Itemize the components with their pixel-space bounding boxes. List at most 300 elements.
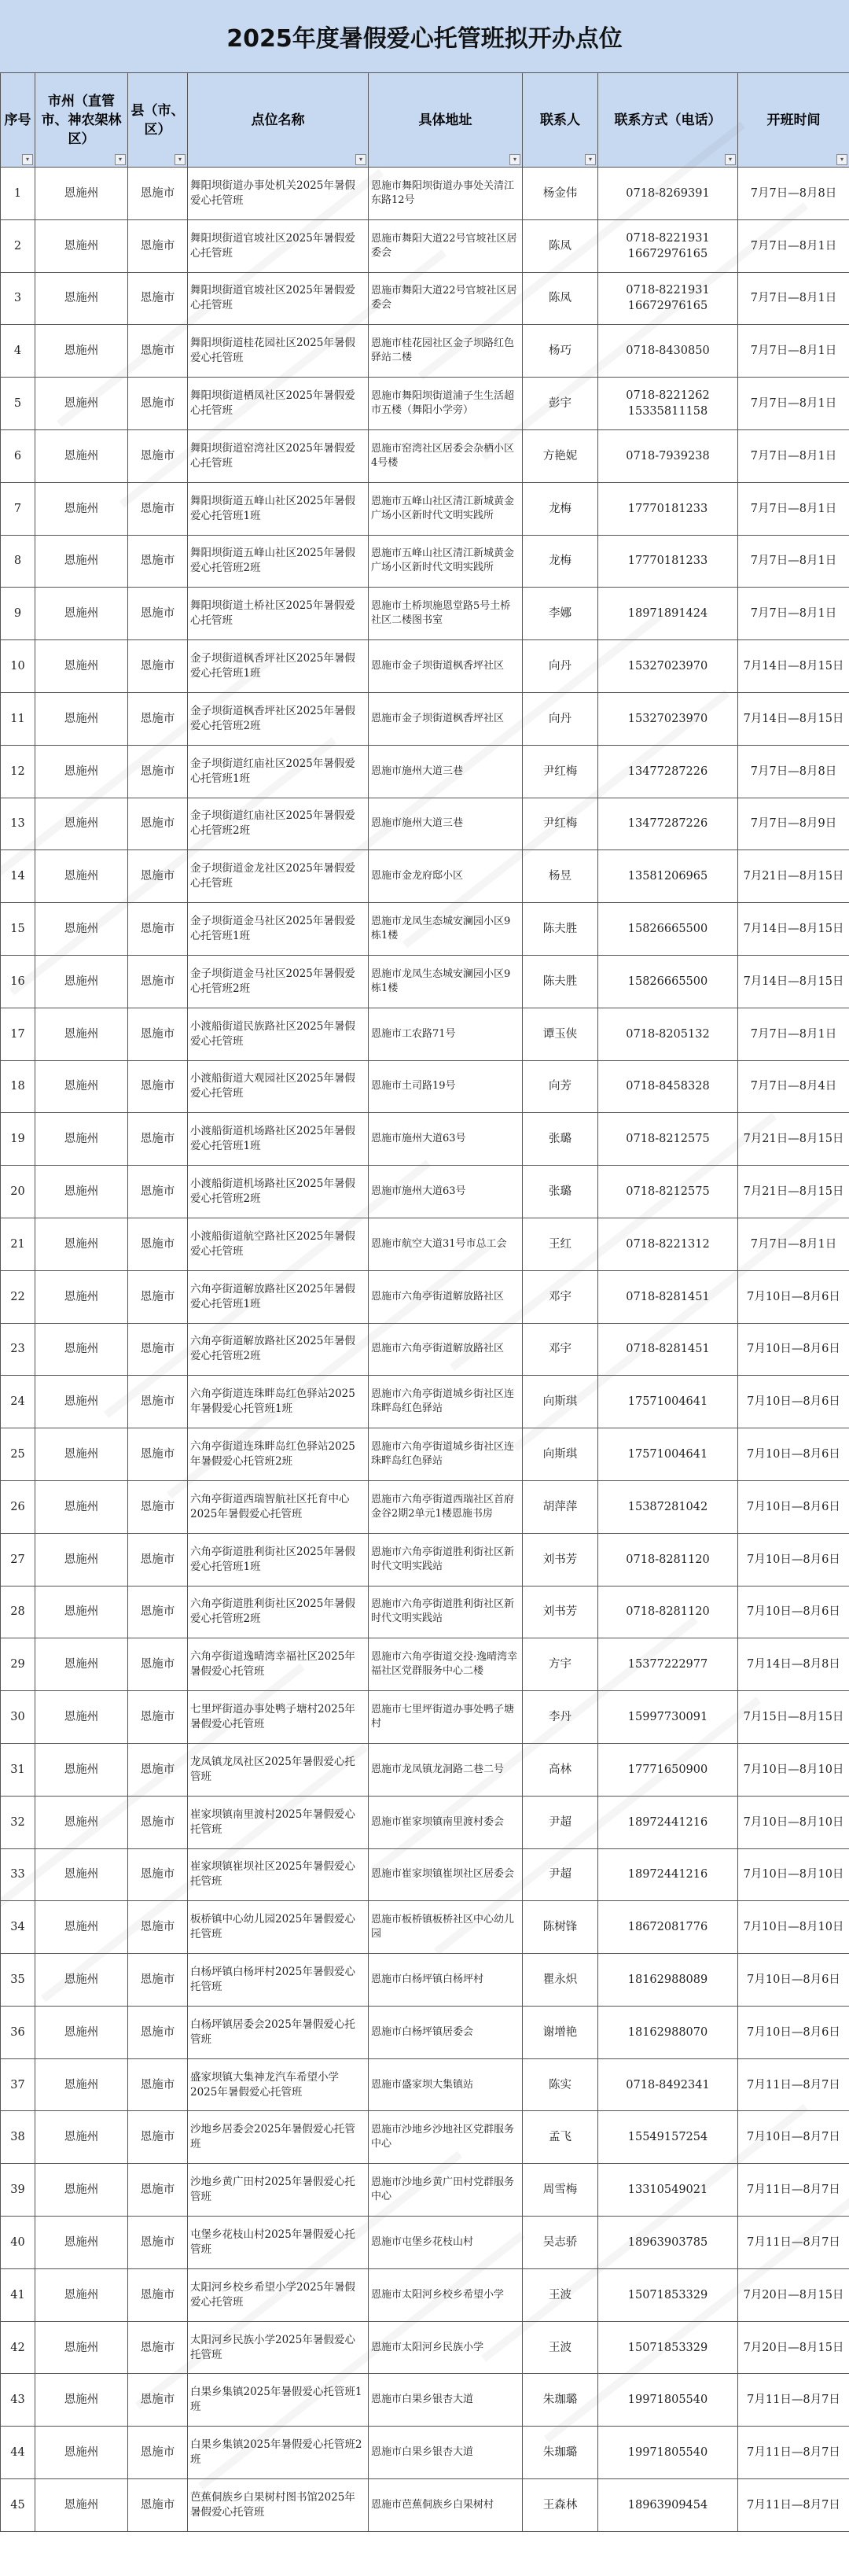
cell-site-name: 金子坝街道金龙社区2025年暑假爱心托管班: [188, 850, 369, 903]
filter-dropdown-icon[interactable]: ▾: [836, 154, 847, 165]
cell-phone: 18972441216: [598, 1848, 738, 1901]
cell-city: 恩施州: [35, 1586, 128, 1638]
cell-phone: 0718-8221931 16672976165: [598, 272, 738, 325]
cell-site-name: 舞阳坝街道五峰山社区2025年暑假爱心托管班1班: [188, 482, 369, 535]
table-row: [1, 2268, 849, 2321]
cell-seq: 1: [1, 168, 35, 220]
cell-address: 恩施市桂花园社区金子坝路红色驿站二楼: [369, 325, 523, 378]
cell-address: 恩施市太阳河乡校乡希望小学: [369, 2268, 523, 2321]
table-row: [1, 640, 849, 693]
cell-site-name: 小渡船街道机场路社区2025年暑假爱心托管班2班: [188, 1166, 369, 1218]
header-address: 具体地址 ▾: [369, 73, 523, 168]
cell-seq: 11: [1, 692, 35, 745]
cell-open-time: 7月14日—8月8日: [738, 1638, 849, 1691]
cell-contact: 杨巧: [523, 325, 598, 378]
cell-seq: 13: [1, 798, 35, 850]
cell-open-time: 7月21日—8月15日: [738, 1113, 849, 1166]
cell-county: 恩施市: [128, 1480, 188, 1533]
cell-county: 恩施市: [128, 955, 188, 1008]
table-row: [1, 2374, 849, 2427]
cell-site-name: 六角亭街道解放路社区2025年暑假爱心托管班2班: [188, 1323, 369, 1376]
filter-dropdown-icon[interactable]: ▾: [115, 154, 126, 165]
cell-address: 恩施市施州大道63号: [369, 1166, 523, 1218]
cell-site-name: 屯堡乡花枝山村2025年暑假爱心托管班: [188, 2217, 369, 2269]
cell-address: 恩施市崔家坝镇南里渡村委会: [369, 1796, 523, 1848]
cell-county: 恩施市: [128, 1586, 188, 1638]
cell-site-name: 沙地乡黄广田村2025年暑假爱心托管班: [188, 2164, 369, 2217]
cell-site-name: 沙地乡居委会2025年暑假爱心托管班: [188, 2111, 369, 2164]
cell-contact: 龙梅: [523, 482, 598, 535]
cell-site-name: 龙凤镇龙凤社区2025年暑假爱心托管班: [188, 1743, 369, 1796]
cell-phone: 18162988070: [598, 2006, 738, 2058]
cell-city: 恩施州: [35, 429, 128, 482]
cell-phone: 17770181233: [598, 482, 738, 535]
cell-site-name: 白果乡集镇2025年暑假爱心托管班2班: [188, 2427, 369, 2479]
table-row: [1, 1586, 849, 1638]
cell-open-time: 7月10日—8月6日: [738, 2006, 849, 2058]
cell-city: 恩施州: [35, 1796, 128, 1848]
cell-address: 恩施市金子坝街道枫香坪社区: [369, 640, 523, 693]
cell-site-name: 白杨坪镇居委会2025年暑假爱心托管班: [188, 2006, 369, 2058]
cell-county: 恩施市: [128, 2111, 188, 2164]
cell-contact: 邓宇: [523, 1323, 598, 1376]
cell-phone: 15826665500: [598, 903, 738, 956]
cell-county: 恩施市: [128, 1270, 188, 1323]
cell-phone: 17771650900: [598, 1743, 738, 1796]
cell-contact: 王波: [523, 2268, 598, 2321]
cell-open-time: 7月21日—8月15日: [738, 850, 849, 903]
cell-open-time: 7月7日—8月1日: [738, 325, 849, 378]
cell-city: 恩施州: [35, 1376, 128, 1428]
cell-city: 恩施州: [35, 1848, 128, 1901]
cell-site-name: 板桥镇中心幼儿园2025年暑假爱心托管班: [188, 1901, 369, 1954]
cell-open-time: 7月14日—8月15日: [738, 955, 849, 1008]
table-row: [1, 1376, 849, 1428]
cell-city: 恩施州: [35, 1691, 128, 1744]
cell-seq: 27: [1, 1533, 35, 1586]
cell-phone: 19971805540: [598, 2374, 738, 2427]
cell-county: 恩施市: [128, 1743, 188, 1796]
cell-open-time: 7月7日—8月1日: [738, 588, 849, 640]
table-row: [1, 1638, 849, 1691]
cell-contact: 张璐: [523, 1113, 598, 1166]
cell-county: 恩施市: [128, 850, 188, 903]
sites-table: [0, 72, 849, 2532]
cell-city: 恩施州: [35, 1533, 128, 1586]
cell-site-name: 崔家坝镇崔坝社区2025年暑假爱心托管班: [188, 1848, 369, 1901]
cell-address: 恩施市盛家坝大集镇站: [369, 2058, 523, 2111]
filter-dropdown-icon[interactable]: ▾: [22, 154, 33, 165]
cell-city: 恩施州: [35, 272, 128, 325]
cell-phone: 13477287226: [598, 745, 738, 798]
table-row: [1, 588, 849, 640]
cell-address: 恩施市六角亭街道西瑞社区首府金谷2期2单元1楼恩施书房: [369, 1480, 523, 1533]
cell-seq: 8: [1, 535, 35, 588]
cell-open-time: 7月10日—8月6日: [738, 1586, 849, 1638]
cell-open-time: 7月7日—8月1日: [738, 378, 849, 430]
cell-city: 恩施州: [35, 378, 128, 430]
cell-address: 恩施市白果乡银杏大道: [369, 2427, 523, 2479]
cell-open-time: 7月20日—8月15日: [738, 2321, 849, 2374]
cell-site-name: 小渡船街道机场路社区2025年暑假爱心托管班1班: [188, 1113, 369, 1166]
cell-county: 恩施市: [128, 2164, 188, 2217]
cell-contact: 王波: [523, 2321, 598, 2374]
cell-site-name: 金子坝街道枫香坪社区2025年暑假爱心托管班2班: [188, 692, 369, 745]
table-row: [1, 272, 849, 325]
cell-site-name: 六角亭街道胜利街社区2025年暑假爱心托管班2班: [188, 1586, 369, 1638]
table-row: [1, 1113, 849, 1166]
cell-contact: 谭玉侠: [523, 1008, 598, 1060]
table-row: [1, 1533, 849, 1586]
cell-seq: 20: [1, 1166, 35, 1218]
cell-open-time: 7月7日—8月1日: [738, 219, 849, 272]
table-row: [1, 903, 849, 956]
cell-seq: 12: [1, 745, 35, 798]
cell-open-time: 7月7日—8月8日: [738, 745, 849, 798]
cell-open-time: 7月7日—8月1日: [738, 482, 849, 535]
cell-phone: 0718-8430850: [598, 325, 738, 378]
cell-site-name: 小渡船街道民族路社区2025年暑假爱心托管班: [188, 1008, 369, 1060]
cell-phone: 18971891424: [598, 588, 738, 640]
cell-phone: 15071853329: [598, 2268, 738, 2321]
cell-site-name: 白果乡集镇2025年暑假爱心托管班1班: [188, 2374, 369, 2427]
filter-dropdown-icon[interactable]: ▾: [509, 154, 520, 165]
cell-open-time: 7月10日—8月6日: [738, 1376, 849, 1428]
table-row: [1, 2321, 849, 2374]
cell-contact: 尹红梅: [523, 745, 598, 798]
cell-contact: 刘书芳: [523, 1533, 598, 1586]
cell-open-time: 7月11日—8月7日: [738, 2058, 849, 2111]
cell-open-time: 7月7日—8月1日: [738, 272, 849, 325]
filter-dropdown-icon[interactable]: ▾: [175, 154, 186, 165]
cell-city: 恩施州: [35, 535, 128, 588]
cell-site-name: 舞阳坝街道官坡社区2025年暑假爱心托管班: [188, 272, 369, 325]
cell-county: 恩施市: [128, 2321, 188, 2374]
cell-contact: 尹红梅: [523, 798, 598, 850]
cell-site-name: 芭蕉侗族乡白果树村图书馆2025年暑假爱心托管班: [188, 2479, 369, 2532]
cell-phone: 0718-7939238: [598, 429, 738, 482]
cell-open-time: 7月10日—8月10日: [738, 1901, 849, 1954]
cell-seq: 33: [1, 1848, 35, 1901]
cell-phone: 18963909454: [598, 2479, 738, 2532]
table-row: [1, 1060, 849, 1113]
header-county: 县（市、区） ▾: [128, 73, 188, 168]
table-row: [1, 850, 849, 903]
cell-site-name: 舞阳坝街道土桥社区2025年暑假爱心托管班: [188, 588, 369, 640]
page-title: 2025年度暑假爱心托管班拟开办点位: [0, 0, 849, 73]
cell-county: 恩施市: [128, 272, 188, 325]
cell-open-time: 7月14日—8月15日: [738, 692, 849, 745]
cell-seq: 25: [1, 1428, 35, 1481]
cell-contact: 周雪梅: [523, 2164, 598, 2217]
table-row: [1, 1480, 849, 1533]
cell-seq: 30: [1, 1691, 35, 1744]
cell-city: 恩施州: [35, 219, 128, 272]
cell-city: 恩施州: [35, 168, 128, 220]
cell-contact: 张璐: [523, 1166, 598, 1218]
table-row: [1, 378, 849, 430]
cell-open-time: 7月11日—8月7日: [738, 2374, 849, 2427]
cell-county: 恩施市: [128, 640, 188, 693]
cell-open-time: 7月7日—8月9日: [738, 798, 849, 850]
cell-seq: 29: [1, 1638, 35, 1691]
cell-seq: 36: [1, 2006, 35, 2058]
header-phone: 联系方式（电话） ▾: [598, 73, 738, 168]
cell-phone: 15549157254: [598, 2111, 738, 2164]
cell-address: 恩施市板桥镇板桥社区中心幼儿园: [369, 1901, 523, 1954]
cell-address: 恩施市施州大道三巷: [369, 798, 523, 850]
cell-open-time: 7月11日—8月7日: [738, 2479, 849, 2532]
cell-contact: 向斯琪: [523, 1428, 598, 1481]
cell-city: 恩施州: [35, 850, 128, 903]
cell-city: 恩施州: [35, 2374, 128, 2427]
cell-phone: 13581206965: [598, 850, 738, 903]
cell-contact: 杨金伟: [523, 168, 598, 220]
cell-seq: 45: [1, 2479, 35, 2532]
cell-county: 恩施市: [128, 1638, 188, 1691]
cell-contact: 向丹: [523, 692, 598, 745]
cell-site-name: 白杨坪镇白杨坪村2025年暑假爱心托管班: [188, 1954, 369, 2007]
header-time: 开班时间 ▾: [738, 73, 849, 168]
cell-seq: 18: [1, 1060, 35, 1113]
cell-county: 恩施市: [128, 2374, 188, 2427]
cell-address: 恩施市舞阳大道22号官坡社区居委会: [369, 272, 523, 325]
cell-city: 恩施州: [35, 482, 128, 535]
cell-open-time: 7月7日—8月1日: [738, 429, 849, 482]
cell-contact: 陈夫胜: [523, 903, 598, 956]
filter-dropdown-icon[interactable]: ▾: [585, 154, 596, 165]
cell-address: 恩施市施州大道三巷: [369, 745, 523, 798]
cell-seq: 31: [1, 1743, 35, 1796]
cell-phone: 17770181233: [598, 535, 738, 588]
cell-county: 恩施市: [128, 1060, 188, 1113]
cell-contact: 向丹: [523, 640, 598, 693]
cell-seq: 15: [1, 903, 35, 956]
cell-contact: 朱珈璐: [523, 2427, 598, 2479]
table-row: [1, 692, 849, 745]
cell-phone: 15327023970: [598, 640, 738, 693]
cell-phone: 0718-8281451: [598, 1270, 738, 1323]
cell-address: 恩施市六角亭街道城乡街社区连珠畔岛红色驿站: [369, 1376, 523, 1428]
cell-address: 恩施市金龙府邸小区: [369, 850, 523, 903]
table-row: [1, 1954, 849, 2007]
cell-city: 恩施州: [35, 903, 128, 956]
cell-contact: 陈凤: [523, 272, 598, 325]
cell-seq: 6: [1, 429, 35, 482]
cell-address: 恩施市舞阳坝街道办事处关清江东路12号: [369, 168, 523, 220]
cell-city: 恩施州: [35, 1428, 128, 1481]
cell-city: 恩施州: [35, 1638, 128, 1691]
cell-site-name: 小渡船街道大观园社区2025年暑假爱心托管班: [188, 1060, 369, 1113]
cell-contact: 方宇: [523, 1638, 598, 1691]
cell-seq: 19: [1, 1113, 35, 1166]
filter-dropdown-icon[interactable]: ▾: [355, 154, 366, 165]
cell-city: 恩施州: [35, 2217, 128, 2269]
cell-site-name: 太阳河乡校乡希望小学2025年暑假爱心托管班: [188, 2268, 369, 2321]
cell-phone: 15997730091: [598, 1691, 738, 1744]
cell-city: 恩施州: [35, 2427, 128, 2479]
cell-phone: 18162988089: [598, 1954, 738, 2007]
cell-address: 恩施市芭蕉侗族乡白果树村: [369, 2479, 523, 2532]
cell-site-name: 舞阳坝街道五峰山社区2025年暑假爱心托管班2班: [188, 535, 369, 588]
cell-address: 恩施市工农路71号: [369, 1008, 523, 1060]
cell-site-name: 六角亭街道西瑞智航社区托育中心2025年暑假爱心托管班: [188, 1480, 369, 1533]
cell-seq: 35: [1, 1954, 35, 2007]
table-row: [1, 429, 849, 482]
table-row: [1, 1270, 849, 1323]
cell-county: 恩施市: [128, 1428, 188, 1481]
cell-phone: 0718-8221262 15335811158: [598, 378, 738, 430]
cell-county: 恩施市: [128, 2217, 188, 2269]
cell-seq: 23: [1, 1323, 35, 1376]
cell-site-name: 太阳河乡民族小学2025年暑假爱心托管班: [188, 2321, 369, 2374]
cell-open-time: 7月10日—8月6日: [738, 1323, 849, 1376]
cell-address: 恩施市金子坝街道枫香坪社区: [369, 692, 523, 745]
cell-address: 恩施市五峰山社区清江新城黄金广场小区新时代文明实践所: [369, 482, 523, 535]
cell-contact: 尹超: [523, 1796, 598, 1848]
cell-county: 恩施市: [128, 1901, 188, 1954]
cell-address: 恩施市六角亭街道胜利街社区新时代文明实践站: [369, 1586, 523, 1638]
filter-dropdown-icon[interactable]: ▾: [725, 154, 736, 165]
cell-address: 恩施市龙凤镇龙洞路二巷二号: [369, 1743, 523, 1796]
cell-open-time: 7月11日—8月7日: [738, 2427, 849, 2479]
cell-city: 恩施州: [35, 2058, 128, 2111]
cell-seq: 43: [1, 2374, 35, 2427]
cell-address: 恩施市崔家坝镇崔坝社区居委会: [369, 1848, 523, 1901]
cell-contact: 孟飞: [523, 2111, 598, 2164]
cell-county: 恩施市: [128, 2006, 188, 2058]
cell-open-time: 7月20日—8月15日: [738, 2268, 849, 2321]
header-city: 市州（直管市、神农架林区） ▾: [35, 73, 128, 168]
cell-county: 恩施市: [128, 2479, 188, 2532]
cell-address: 恩施市窑湾社区居委会杂栖小区4号楼: [369, 429, 523, 482]
cell-address: 恩施市龙凤生态城安澜园小区9栋1楼: [369, 903, 523, 956]
cell-phone: 17571004641: [598, 1376, 738, 1428]
cell-county: 恩施市: [128, 1166, 188, 1218]
cell-city: 恩施州: [35, 2321, 128, 2374]
cell-phone: 0718-8221312: [598, 1218, 738, 1270]
cell-seq: 42: [1, 2321, 35, 2374]
cell-phone: 13310549021: [598, 2164, 738, 2217]
cell-open-time: 7月7日—8月1日: [738, 1008, 849, 1060]
cell-contact: 李丹: [523, 1691, 598, 1744]
cell-county: 恩施市: [128, 903, 188, 956]
cell-phone: 15327023970: [598, 692, 738, 745]
table-row: [1, 482, 849, 535]
cell-seq: 41: [1, 2268, 35, 2321]
cell-contact: 尹超: [523, 1848, 598, 1901]
cell-contact: 邓宇: [523, 1270, 598, 1323]
cell-city: 恩施州: [35, 2111, 128, 2164]
cell-county: 恩施市: [128, 2058, 188, 2111]
cell-county: 恩施市: [128, 1691, 188, 1744]
cell-open-time: 7月7日—8月1日: [738, 535, 849, 588]
cell-site-name: 七里坪街道办事处鸭子塘村2025年暑假爱心托管班: [188, 1691, 369, 1744]
cell-county: 恩施市: [128, 692, 188, 745]
cell-open-time: 7月11日—8月7日: [738, 2217, 849, 2269]
cell-seq: 22: [1, 1270, 35, 1323]
cell-county: 恩施市: [128, 1323, 188, 1376]
cell-county: 恩施市: [128, 219, 188, 272]
cell-contact: 陈树锋: [523, 1901, 598, 1954]
cell-open-time: 7月10日—8月10日: [738, 1796, 849, 1848]
cell-county: 恩施市: [128, 1113, 188, 1166]
cell-phone: 0718-8221931 16672976165: [598, 219, 738, 272]
table-row: [1, 745, 849, 798]
cell-county: 恩施市: [128, 2268, 188, 2321]
cell-open-time: 7月10日—8月10日: [738, 1743, 849, 1796]
table-row: [1, 798, 849, 850]
cell-county: 恩施市: [128, 1954, 188, 2007]
cell-contact: 瞿永炽: [523, 1954, 598, 2007]
cell-contact: 吴志骄: [523, 2217, 598, 2269]
cell-seq: 32: [1, 1796, 35, 1848]
cell-site-name: 舞阳坝街道桂花园社区2025年暑假爱心托管班: [188, 325, 369, 378]
cell-city: 恩施州: [35, 798, 128, 850]
cell-city: 恩施州: [35, 2164, 128, 2217]
cell-city: 恩施州: [35, 955, 128, 1008]
cell-open-time: 7月10日—8月6日: [738, 1428, 849, 1481]
cell-contact: 高林: [523, 1743, 598, 1796]
cell-city: 恩施州: [35, 1954, 128, 2007]
table-row: [1, 325, 849, 378]
cell-contact: 龙梅: [523, 535, 598, 588]
cell-seq: 4: [1, 325, 35, 378]
cell-phone: 0718-8212575: [598, 1166, 738, 1218]
cell-seq: 3: [1, 272, 35, 325]
cell-open-time: 7月10日—8月6日: [738, 1270, 849, 1323]
cell-seq: 26: [1, 1480, 35, 1533]
cell-site-name: 舞阳坝街道栖凤社区2025年暑假爱心托管班: [188, 378, 369, 430]
table-row: [1, 2058, 849, 2111]
cell-address: 恩施市土桥坝施恩堂路5号土桥社区二楼图书室: [369, 588, 523, 640]
table-row: [1, 2164, 849, 2217]
cell-city: 恩施州: [35, 1480, 128, 1533]
cell-contact: 王红: [523, 1218, 598, 1270]
cell-seq: 39: [1, 2164, 35, 2217]
table-row: [1, 1008, 849, 1060]
cell-city: 恩施州: [35, 1113, 128, 1166]
cell-address: 恩施市七里坪街道办事处鸭子塘村: [369, 1691, 523, 1744]
table-row: [1, 1166, 849, 1218]
cell-phone: 15387281042: [598, 1480, 738, 1533]
cell-address: 恩施市施州大道63号: [369, 1113, 523, 1166]
cell-contact: 胡萍萍: [523, 1480, 598, 1533]
cell-phone: 15071853329: [598, 2321, 738, 2374]
cell-site-name: 金子坝街道金马社区2025年暑假爱心托管班2班: [188, 955, 369, 1008]
cell-address: 恩施市白杨坪镇白杨坪村: [369, 1954, 523, 2007]
cell-county: 恩施市: [128, 1008, 188, 1060]
cell-contact: 方艳妮: [523, 429, 598, 482]
cell-phone: 0718-8205132: [598, 1008, 738, 1060]
cell-city: 恩施州: [35, 745, 128, 798]
cell-phone: 13477287226: [598, 798, 738, 850]
cell-county: 恩施市: [128, 535, 188, 588]
table-row: [1, 1796, 849, 1848]
table-row: [1, 535, 849, 588]
cell-address: 恩施市土司路19号: [369, 1060, 523, 1113]
cell-county: 恩施市: [128, 588, 188, 640]
header-contact: 联系人 ▾: [523, 73, 598, 168]
cell-site-name: 六角亭街道解放路社区2025年暑假爱心托管班1班: [188, 1270, 369, 1323]
table-row: [1, 1743, 849, 1796]
cell-address: 恩施市白杨坪镇居委会: [369, 2006, 523, 2058]
cell-address: 恩施市舞阳坝街道浦子生生活超市五楼（舞阳小学旁）: [369, 378, 523, 430]
cell-open-time: 7月21日—8月15日: [738, 1166, 849, 1218]
cell-phone: 18672081776: [598, 1901, 738, 1954]
cell-open-time: 7月7日—8月1日: [738, 1218, 849, 1270]
cell-seq: 24: [1, 1376, 35, 1428]
